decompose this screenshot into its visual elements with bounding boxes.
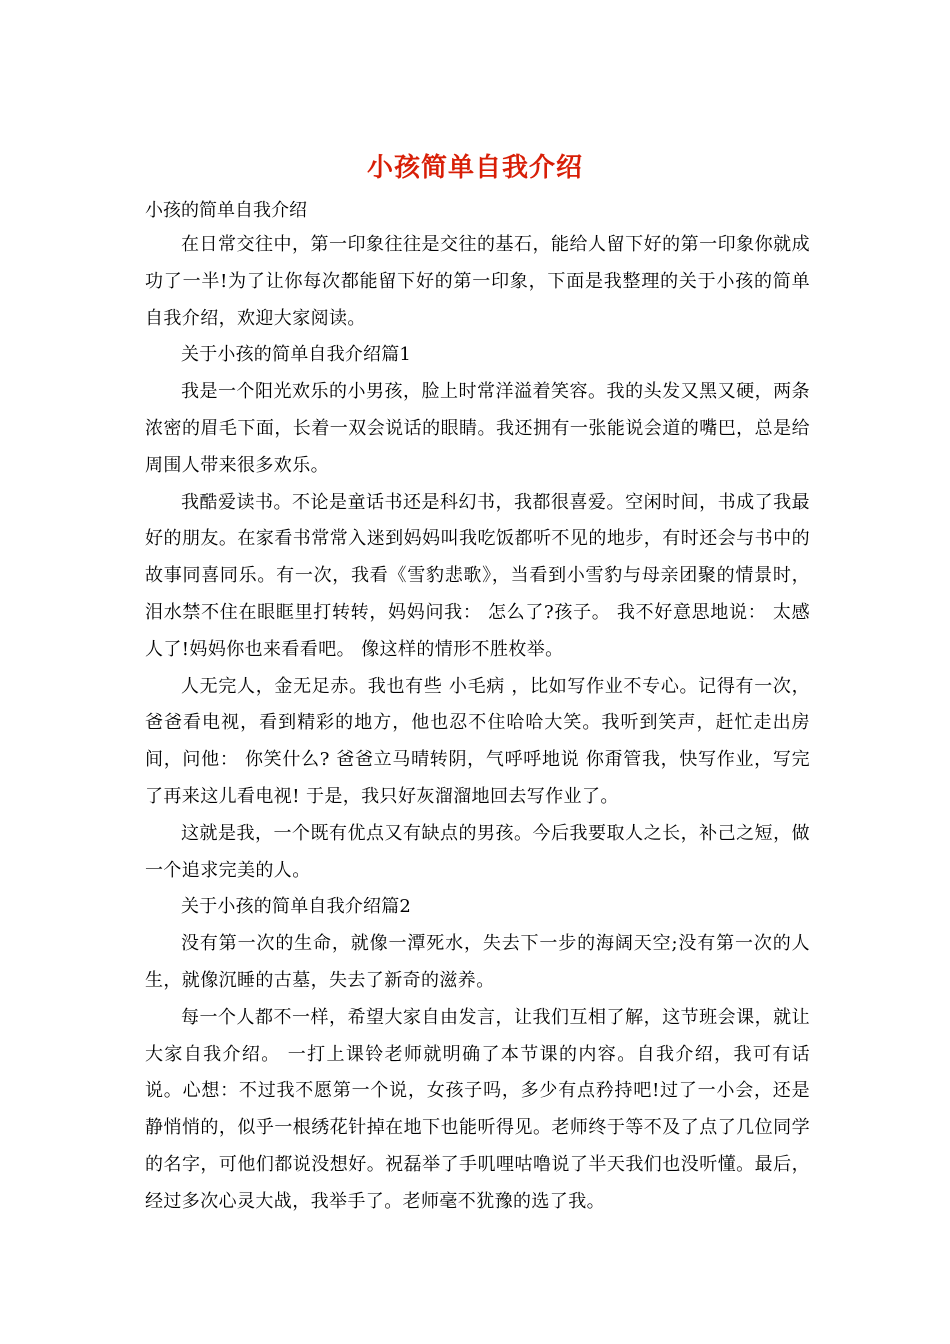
section-1-paragraph: 这就是我，一个既有优点又有缺点的男孩。今后我要取人之长，补己之短，做一个追求完美的人。 — [145, 822, 810, 881]
document-body — [145, 227, 810, 1221]
section-2-heading: 关于小孩的简单自我介绍篇2 — [181, 896, 412, 918]
document-subtitle: 小孩的简单自我介绍 — [145, 200, 307, 221]
section-1-paragraph: 人无完人，金无足赤。我也有些 小毛病 ，比如写作业不专心。记得有一次，爸爸看电视，看到精彩的地方，他也忍不住哈哈大笑。我听到笑声，赶忙走出房间，问他： 你笑什么? 爸爸立马晴转阴，气呼呼地说 你甭管我，快写作业，写完了再来这儿看电视! 于是，我只好灰溜溜地回去写作业了。 — [145, 675, 810, 807]
section-1-heading: 关于小孩的简单自我介绍篇1 — [181, 344, 412, 366]
section-1-paragraph: 我酷爱读书。不论是童话书还是科幻书，我都很喜爱。空闲时间，书成了我最好的朋友。在家看书常常入迷到妈妈叫我吃饭都听不见的地步，有时还会与书中的故事同喜同乐。有一次，我看《雪豹悲歌》，当看到小雪豹与母亲团聚的情景时，泪水禁不住在眼眶里打转转，妈妈问我： 怎么了?孩子。 我不好意思地说： 太感人了!妈妈你也来看看吧。 像这样的情形不胜枚举。 — [145, 491, 810, 660]
document-title: 小孩简单自我介绍 — [366, 153, 583, 183]
intro-paragraph: 在日常交往中，第一印象往往是交往的基石，能给人留下好的第一印象你就成功了一半!为了让你每次都能留下好的第一印象，下面是我整理的关于小孩的简单自我介绍，欢迎大家阅读。 — [145, 234, 810, 329]
section-2-paragraph: 没有第一次的生命，就像一潭死水，失去下一步的海阔天空;没有第一次的人生，就像沉睡的古墓，失去了新奇的滋养。 — [145, 933, 810, 991]
section-2-paragraph: 每一个人都不一样，希望大家自由发言，让我们互相了解，这节班会课，就让大家自我介绍。 一打上课铃老师就明确了本节课的内容。自我介绍，我可有话说。心想：不过我不愿第一个说，女孩子吗，多少有点矜持吧!过了一小会，还是静悄悄的，似乎一根绣花针掉在地下也能听得见。老师终于等不及了点了几位同学的名字，可他们都说没想好。祝磊举了手叽哩咕噜说了半天我们也没听懂。最后，经过多次心灵大战，我举手了。老师毫不犹豫的选了我。 — [145, 1006, 810, 1212]
section-1-paragraph: 我是一个阳光欢乐的小男孩，脸上时常洋溢着笑容。我的头发又黑又硬，两条浓密的眉毛下面，长着一双会说话的眼睛。我还拥有一张能说会道的嘴巴，总是给周围人带来很多欢乐。 — [145, 381, 810, 476]
